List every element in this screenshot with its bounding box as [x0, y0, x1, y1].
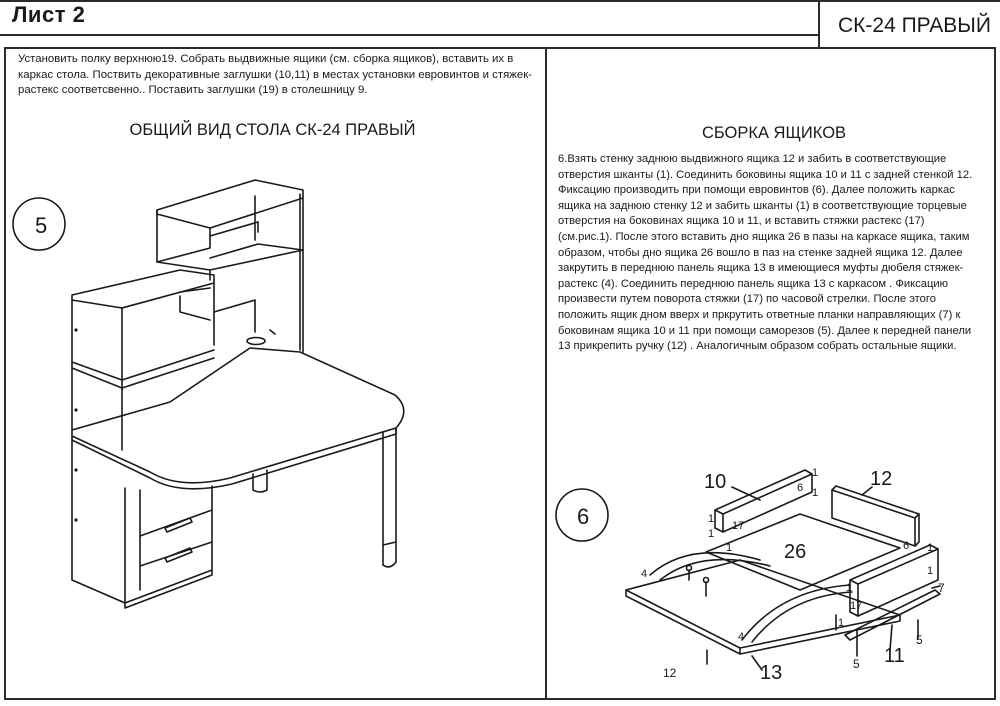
- label-tie-17b: 17: [850, 600, 863, 612]
- label-front-13: 13: [760, 662, 783, 684]
- label-bottom-26: 26: [784, 541, 807, 563]
- label-screw-5: 5: [916, 633, 923, 647]
- label-dowel-1e: 1: [726, 542, 733, 554]
- label-euroscrew-6: 6: [797, 482, 804, 494]
- label-dowel-1h: 1: [846, 582, 853, 594]
- label-side-10: 10: [704, 471, 727, 493]
- label-tie-17: 17: [732, 520, 745, 532]
- label-dowel-1b: 1: [812, 487, 819, 499]
- label-sleeve-4b: 4: [738, 631, 745, 643]
- drawer-assembly-title: СБОРКА ЯЩИКОВ: [701, 124, 847, 142]
- label-runner-7: 7: [938, 581, 945, 595]
- label-euroscrew-6b: 6: [903, 540, 910, 552]
- drawer-assembly-illustration: [556, 470, 940, 670]
- step-6-number: 6: [577, 504, 590, 529]
- label-handle-12: 12: [663, 666, 677, 680]
- label-dowel-1d: 1: [708, 528, 715, 540]
- step-5-number: 5: [35, 213, 48, 238]
- left-instruction-text: Установить полку верхнюю19. Собрать выдвижные ящики (см. сборка ящиков), вставить их в каркас стола. Поствить декоративные заглушки (10,11) в местах установки евровинтов и стяжек-растекс соответсвенно.. Поставить заглушки (19) в столешницу 9.: [18, 53, 532, 96]
- label-dowel-1c: 1: [708, 513, 715, 525]
- label-side-11: 11: [884, 645, 905, 667]
- model-code: СК-24 ПРАВЫЙ: [838, 14, 991, 37]
- label-back-12: 12: [870, 468, 893, 490]
- label-dowel-1f: 1: [927, 542, 934, 554]
- drawer-assembly-text: 6.Взять стенку заднюю выдвижного ящика 12 и забить в соответствующие отверстия шканты (1). Соединить боковины ящика 10 и 11 с задней стенкой 12. Фиксацию производить при помощи евровинтов (6). Далее положить каркас ящика на заднюю стенку 12 и забить шканты (1) в соответствующие торцевые отверстия на боковинах ящика 10 и 11, и вставить стяжки растекс (17) (см.рис.1). После этого вставить дно ящика 26 в пазы на каркасе ящика, таким образом, чтобы дно ящика 26 вошло в паз на стенке задней ящика 12. Далее закрутить в переднюю панель ящика 13 в имеющиеся муфты дюбеля стяжек-растекс (4). Соединить переднюю панель ящика 13 с каркасом . Фиксацию произвести путем поворота стяжки (17) по часовой стрелки. После этого положить ящик дном вверх и пркрутить ответные планки направляющих (7) к боковинам ящика 10 и 11 при помощи саморезов (5). Далее к передней панели 13 прикрепить ручку (12) . Аналогичным образом собрать остальные ящики.: [558, 153, 973, 353]
- desk-overview-title: ОБЩИЙ ВИД СТОЛА СК-24 ПРАВЫЙ: [129, 121, 416, 139]
- label-screw-5b: 5: [853, 657, 860, 671]
- label-dowel-1: 1: [812, 467, 819, 479]
- label-dowel-1i: 1: [838, 617, 845, 629]
- label-dowel-1g: 1: [927, 565, 934, 577]
- desk-illustration: [13, 180, 404, 608]
- sheet-label: Лист 2: [12, 2, 86, 27]
- label-sleeve-4: 4: [641, 568, 648, 580]
